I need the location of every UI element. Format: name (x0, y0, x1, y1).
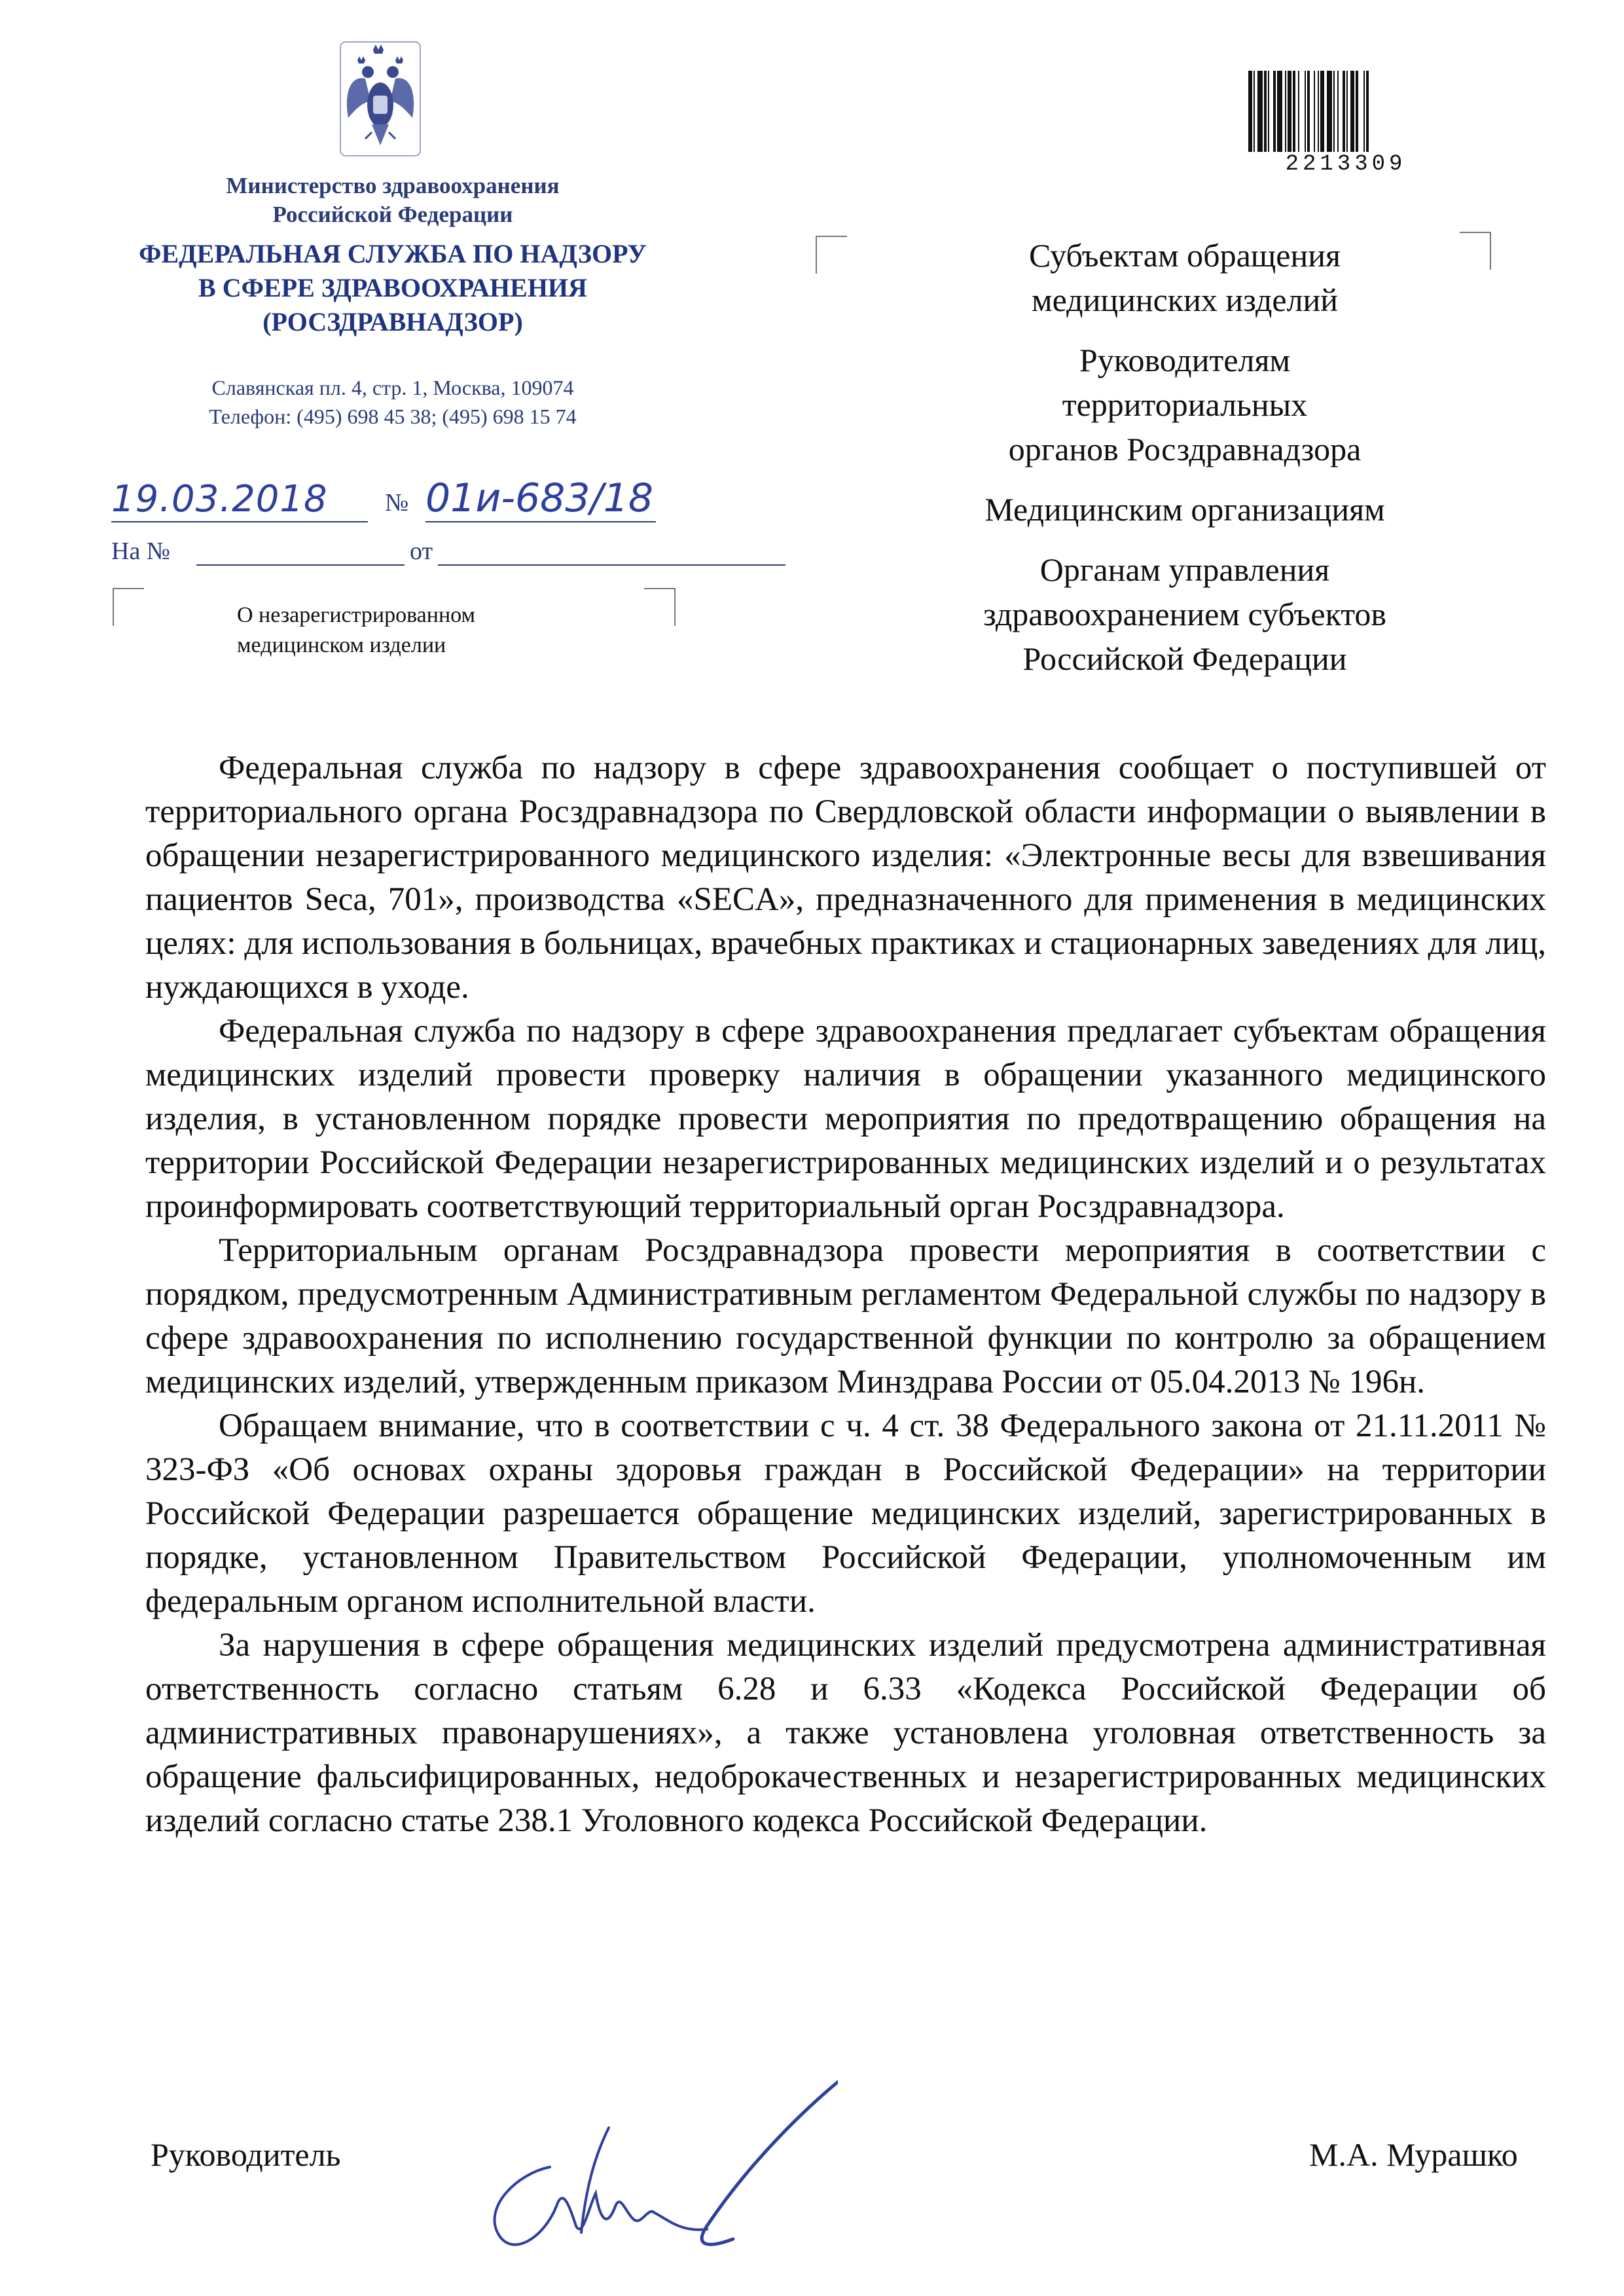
signatory-name: М.А. Мурашко (1309, 2136, 1518, 2173)
body-paragraph: Территориальным органам Росздравнадзора провести мероприятия в соответствии с порядком, предусмотренным Административным регламентом Федеральной службы по надзору в сфере здравоохранения по исполнению государственной функции по контролю за обращением медицинских изделий, утвержденным приказом Минздрава России от 05.04.2013 № 196н. (145, 1232, 1546, 1400)
addressees (890, 233, 1479, 697)
from-blank (442, 564, 785, 566)
bracket-corner (644, 588, 676, 626)
subject-line: О незарегистрированном (237, 603, 476, 627)
service-line: (РОСЗДРАВНАДЗОР) (262, 307, 523, 337)
number-sign: № (385, 489, 409, 517)
addressee-line: Российской Федерации (1022, 640, 1347, 677)
service-line: ФЕДЕРАЛЬНАЯ СЛУЖБА ПО НАДЗОРУ (139, 239, 647, 268)
handwritten-signature-icon (471, 2075, 838, 2272)
addressee-line: Органам управления (1039, 551, 1330, 588)
registration-date: 19.03.2018 (111, 478, 328, 520)
from-label: от (405, 537, 438, 566)
registration-line (111, 475, 687, 524)
body-paragraph: Обращаем внимание, что в соответствии с ч. 4 ст. 38 Федерального закона от 21.11.2011 № 323-ФЗ «Об основах охраны здоровья граждан в Российской Федерации» на территории Российской Федерации разрешается обращение медицинских изделий, зарегистрированных в порядке, установленном Правительством Российской Федерации, уполномоченным им федеральным органом исполнительной власти. (145, 1408, 1546, 1620)
addressee (890, 547, 1479, 681)
registration-number: 01и-683/18 (425, 475, 654, 521)
phone-line: Телефон: (495) 698 45 38; (495) 698 15 74 (209, 405, 577, 428)
addressee-line: органов Росздравнадзора (1008, 431, 1362, 467)
subject-line: медицинском изделии (237, 633, 446, 657)
service-line: В СФЕРЕ ЗДРАВООХРАНЕНИЯ (198, 273, 587, 302)
ministry-line: Министерство здравоохранения (226, 173, 560, 198)
bracket-corner (113, 588, 144, 626)
reference-label: На № (111, 538, 171, 565)
addressee-line: медицинских изделий (1031, 282, 1339, 318)
date-underline (111, 521, 368, 522)
addressee (890, 233, 1479, 322)
addressee-line: здравоохранением субъектов (983, 596, 1387, 632)
reference-line (111, 537, 687, 570)
letter-body (145, 746, 1546, 1843)
address-line: Славянская пл. 4, стр. 1, Москва, 109074 (211, 376, 574, 399)
barcode-icon (1247, 71, 1445, 157)
addressee-line: Руководителям (1079, 342, 1291, 378)
ministry-line: Российской Федерации (272, 202, 513, 227)
number-underline (425, 521, 656, 522)
addressee (890, 487, 1479, 532)
addressee-line: Медицинским организациям (984, 491, 1385, 528)
service-name (98, 237, 687, 339)
letter-subject (237, 600, 604, 661)
letterhead-address (98, 373, 687, 431)
ministry-name (131, 172, 655, 229)
addressee-line: территориальных (1062, 386, 1308, 423)
addressee-line: Субъектам обращения (1029, 237, 1341, 274)
body-paragraph: Федеральная служба по надзору в сфере здравоохранения сообщает о поступившей от территориального органа Росздравнадзора по Свердловской области информации о выявлении в обращении незарегистрированного медицинского изделия: «Электронные весы для взвешивания пациентов Seca, 701», производства «SECA», предназначенного для применения в медицинских целях: для использования в больницах, врачебных практиках и стационарных заведениях для лиц, нуждающихся в уходе. (145, 750, 1546, 1006)
coat-of-arms-icon (339, 41, 422, 157)
barcode-number: 2213309 (1285, 152, 1407, 177)
body-paragraph: Федеральная служба по надзору в сфере здравоохранения предлагает субъектам обращения медицинских изделий провести проверку наличия в обращении указанного медицинского изделия, в установленном порядке провести мероприятия по предотвращению обращения на территории Российской Федерации незарегистрированных медицинских изделий и о результатах проинформировать соответствующий территориальный орган Росздравнадзора. (145, 1013, 1546, 1225)
addressee (890, 338, 1479, 471)
bracket-corner (816, 236, 847, 274)
body-paragraph: За нарушения в сфере обращения медицинских изделий предусмотрена административная ответственность согласно статьям 6.28 и 6.33 «Кодекса Российской Федерации об административных правонарушениях», а также установлена уголовная ответственность за обращение фальсифицированных, недоброкачественных и незарегистрированных медицинских изделий согласно статье 238.1 Уголовного кодекса Российской Федерации. (145, 1627, 1546, 1839)
signatory-title: Руководитель (151, 2136, 341, 2173)
